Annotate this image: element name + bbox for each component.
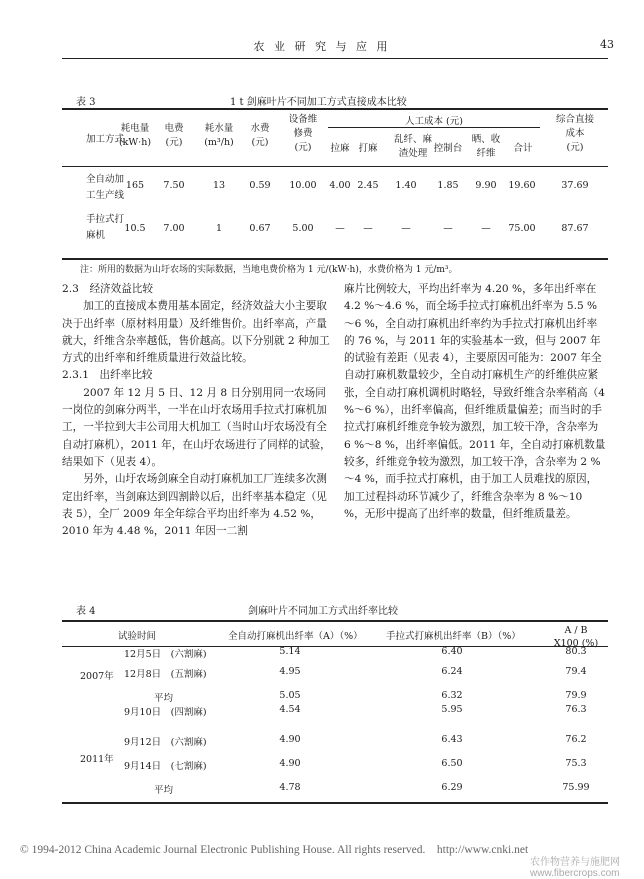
- table-cell: 6.40: [441, 646, 463, 657]
- watermark: 农作物营养与施肥网 www.fibercrops.com: [530, 857, 620, 879]
- table-cell: 0.59: [249, 180, 271, 191]
- th-power: 耗电量 (kW·h): [118, 123, 152, 148]
- table-cell: —: [443, 223, 453, 234]
- table-cell: 76.2: [565, 734, 587, 745]
- row-date: 9月12日 (六割麻): [124, 737, 207, 748]
- table-cell: 4.95: [279, 666, 301, 677]
- row-date: 9月14日 (七割麻): [124, 761, 207, 772]
- year-label: 2007年: [80, 671, 114, 682]
- th-labor-col: 乱纤、麻 渣处理: [393, 134, 432, 159]
- table-cell: 75.99: [562, 782, 590, 793]
- table-cell: 37.69: [561, 180, 589, 191]
- table-cell: 10.5: [124, 223, 146, 234]
- th-ratio: A / B X100 (%): [553, 625, 599, 649]
- table-cell: 5.00: [292, 223, 314, 234]
- table-row-method: 手拉式打 麻机: [86, 214, 125, 241]
- table-cell: 76.3: [565, 704, 587, 715]
- table-row-method: 全自动加 工生产线: [86, 174, 125, 201]
- th-water: 耗水量 (m³/h): [204, 123, 234, 148]
- row-date: 平均: [154, 693, 174, 704]
- table-cell: —: [335, 223, 345, 234]
- table-cell: 87.67: [561, 223, 589, 234]
- table-cell: 0.67: [249, 223, 271, 234]
- table-cell: —: [401, 223, 411, 234]
- table-cell: 75.00: [508, 223, 536, 234]
- table-3-label: 表 3: [76, 97, 96, 108]
- year-label: 2011年: [80, 754, 114, 765]
- table-cell: 75.3: [565, 758, 587, 769]
- th-labor-col: 晒、收 纤维: [471, 134, 501, 159]
- table-cell: 165: [125, 180, 145, 191]
- table-cell: 7.50: [163, 180, 185, 191]
- paragraph: 另外，山圩农场剑麻全自动打麻机加工厂连续多次测定出纤率，当剑麻达到四割龄以后，出纤率基本稳定（见表 5），全厂 2009 年全年综合平均出纤率为 4.52 %，2010 年为 4.48 %，2011 年因一二割: [62, 473, 327, 538]
- table-cell: 6.24: [441, 666, 463, 677]
- th-elec: 电费 (元): [164, 123, 184, 148]
- th-labor: 人工成本 (元): [405, 116, 463, 127]
- row-date: 平均: [154, 785, 174, 796]
- table-cell: 5.14: [279, 646, 301, 657]
- table-cell: 4.78: [279, 782, 301, 793]
- paragraph: 麻片比例较大，平均出纤率为 4.20 %，多年出纤率在 4.2 %～4.6 %，而全场手拉式打麻机出纤率为 5.5 %～6 %，全自动打麻机出纤率约为手拉式打麻机出纤率的 76 %，与 2011 年的实验基本一致，但与 2007 年的试验有差距（见表 4），主要原因可能为：2007 年全自动打麻机数量较少，全自动打麻机生产的纤维供应紧张，全自动打麻机调机时略轻，导致纤维含杂率稍高（4 %～6 %），出纤率偏高，但纤维质量偏差；而当时的手拉式打麻机纤维竞争较为激烈，加工较干净，含杂率为 6 %～8 %，出纤率偏低。2011 年，全自动打麻机数量较多，纤维竞争较为激烈，加工较干净，含杂率为 2 %～4 %，而手拉式打麻机，由于加工人员难找的原因，加工过程抖动环节减少了，纤维含杂率为 8 %～10 %，无形中提高了出纤率的数量，但纤维质量差。: [344, 283, 606, 520]
- table-cell: 6.43: [441, 734, 463, 745]
- table-cell: 4.90: [279, 758, 301, 769]
- table-cell: 19.60: [508, 180, 536, 191]
- th-auto: 全自动打麻机出纤率（A）（%）: [228, 631, 363, 642]
- section-heading: 2.3.1 出纤率比较: [62, 369, 153, 382]
- table-cell: 4.90: [279, 734, 301, 745]
- th-labor-col: 控制台: [433, 143, 463, 154]
- table-3-caption: 1 t 剑麻叶片不同加工方式直接成本比较: [230, 97, 407, 108]
- th-time: 试验时间: [118, 631, 157, 642]
- row-date: 12月5日 (六割麻): [124, 649, 207, 660]
- table-cell: 79.4: [565, 666, 587, 677]
- table-cell: 7.00: [163, 223, 185, 234]
- table-4-label: 表 4: [76, 606, 96, 617]
- header-rule: [62, 58, 608, 59]
- th-labor-col: 合计: [513, 143, 533, 154]
- table-cell: 13: [212, 180, 226, 191]
- table-cell: 9.90: [475, 180, 497, 191]
- table-4-caption: 剑麻叶片不同加工方式出纤率比较: [248, 606, 398, 617]
- table-cell: —: [481, 223, 491, 234]
- th-labor-col: 打麻: [358, 143, 378, 154]
- page-number: 43: [600, 38, 614, 51]
- row-date: 9月10日 (四割麻): [124, 707, 207, 718]
- table-cell: 1.85: [437, 180, 459, 191]
- th-manual: 手拉式打麻机出纤率（B）（%）: [386, 631, 521, 642]
- th-total: 综合直接 成本 (元): [555, 114, 594, 153]
- th-labor-col: 拉麻: [330, 143, 350, 154]
- table-3-note: 注：所用的数据为山圩农场的实际数据，当地电费价格为 1 元/(kW·h)，水费价格为 1 元/m³。: [80, 265, 458, 275]
- paragraph: 2007 年 12 月 5 日、12 月 8 日分别用同一农场同一岗位的剑麻分两半，一半在山圩农场用手拉式打麻机加工，一半拉到大丰公司用大机加工（当时山圩农场没有全自动打麻机），2011 年，在山圩农场进行了同样的试验，结果如下（见表 4）。: [62, 386, 331, 468]
- table-cell: 6.29: [441, 782, 463, 793]
- right-column: [344, 281, 606, 523]
- section-heading: 2.3 经济效益比较: [62, 283, 154, 295]
- th-wfee: 水费 (元): [250, 123, 270, 148]
- paragraph: 加工的直接成本费用基本固定，经济效益大小主要取决于出纤率（原材料用量）及纤维售价。出纤率高，产量就大，纤维含杂率越低，售价越高。以下分别就 2 种加工方式的出纤率和纤维质量进行效益比较。: [62, 300, 330, 365]
- table-cell: 80.3: [565, 646, 587, 657]
- table-cell: 6.32: [441, 690, 463, 701]
- running-header: 农 业 研 究 与 应 用: [253, 40, 391, 53]
- table-cell: 2.45: [357, 180, 379, 191]
- table-cell: —: [363, 223, 373, 234]
- table-cell: 10.00: [289, 180, 317, 191]
- left-column: [62, 281, 332, 540]
- copyright-footer: © 1994-2012 China Academic Journal Electronic Publishing House. All rights reserved. http://www.cnki.net: [20, 844, 529, 856]
- th-equip: 设备维 修费 (元): [288, 114, 318, 153]
- table-cell: 1: [215, 223, 223, 234]
- row-date: 12月8日 (五割麻): [124, 669, 207, 680]
- table-cell: 5.05: [279, 690, 301, 701]
- table-cell: 1.40: [395, 180, 417, 191]
- table-cell: 79.9: [565, 690, 587, 701]
- table-cell: 5.95: [441, 704, 463, 715]
- table-cell: 6.50: [441, 758, 463, 769]
- th-method: 加工方式: [86, 134, 125, 145]
- table-cell: 4.00: [329, 180, 351, 191]
- table-cell: 4.54: [279, 704, 301, 715]
